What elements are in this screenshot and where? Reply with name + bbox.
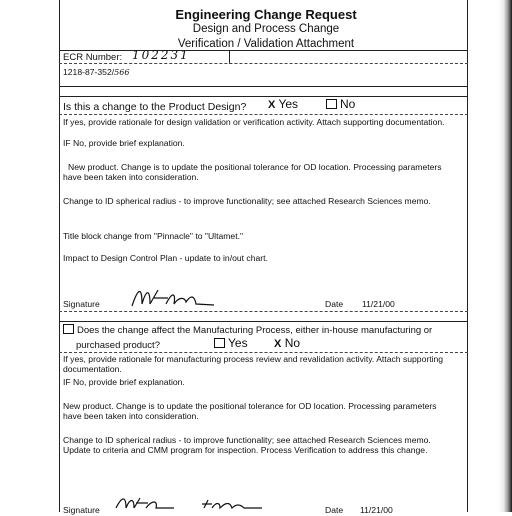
product-date-value: 11/21/00: [362, 299, 395, 309]
ecr-number-handwritten: 102231: [132, 48, 190, 62]
manufacturing-no-option[interactable]: [274, 338, 300, 349]
product-paragraph-4: Impact to Design Control Plan - update to in/out chart.: [63, 253, 268, 263]
manufacturing-date-value: 11/21/00: [360, 505, 393, 515]
form-subtitle-2: Verification / Validation Attachment: [177, 38, 355, 50]
left-border: [59, 0, 60, 512]
section-divider: [59, 321, 468, 322]
product-date-label: Date: [325, 299, 344, 309]
manufacturing-question-line1: Does the change affect the Manufacturing Process, either in-house manufacturing or: [77, 325, 433, 336]
ecr-ref: [63, 67, 129, 78]
manufacturing-question-line2: purchased product?: [76, 340, 160, 351]
header-rule: [59, 50, 468, 51]
ecr-ref-handwritten: 566: [114, 68, 130, 77]
product-instruction-1: If yes, provide rationale for design validation or verification activity. Attach supporting documentation.: [63, 117, 445, 127]
product-signature-label: Signature: [63, 299, 100, 309]
product-yes-option[interactable]: [268, 99, 298, 110]
product-paragraph-2: Change to ID spherical radius - to improve functionality; see attached Research Sciences memo.: [63, 196, 431, 206]
no-label: No: [340, 97, 356, 111]
section-rule-top: [59, 96, 468, 97]
product-paragraph-3: Title block change from "Pinnacle" to "Ultamet.": [63, 231, 244, 241]
manufacturing-signature: [112, 494, 282, 516]
manufacturing-paragraph-1: New product. Change is to update the positional tolerance for OD location. Processing parameters have been taken into consideration.: [63, 401, 437, 422]
question-rule: [59, 114, 468, 115]
product-paragraph-1: New product. Change is to update the positional tolerance for OD location. Processing parameters have been taken into consideration.: [63, 162, 442, 183]
signature-drawing-2: [112, 494, 282, 514]
no-label: No: [284, 336, 301, 350]
manufacturing-paragraph-2: Change to ID spherical radius - to improve functionality; see attached Research Sciences memo. Update to criteria and CMM program for inspection. Process Verification to address this change.: [63, 435, 431, 456]
product-instruction-2: IF No, provide brief explanation.: [63, 138, 185, 148]
yes-checkbox[interactable]: [214, 338, 225, 348]
right-border: [467, 0, 468, 512]
yes-label: Yes: [278, 97, 299, 111]
no-checkbox[interactable]: [326, 99, 337, 109]
manufacturing-checkbox[interactable]: [63, 324, 74, 334]
no-check-mark: X: [274, 338, 282, 350]
manufacturing-signature-label: Signature: [63, 505, 100, 515]
form-title: Engineering Change Request: [175, 7, 357, 22]
signature-rule: [59, 311, 468, 312]
ecr-number-label: ECR Number:: [63, 52, 123, 63]
manufacturing-yes-option[interactable]: [214, 338, 248, 348]
ref-rule: [59, 86, 468, 87]
ecr-rule: [59, 63, 468, 64]
yes-label: Yes: [228, 336, 248, 350]
product-signature: [128, 284, 218, 314]
manufacturing-date-label: Date: [325, 505, 344, 515]
manufacturing-instruction-1: If yes, provide rationale for manufacturing process review and revalidation activity. Attach supporting documentation.: [63, 354, 444, 375]
product-no-option[interactable]: [326, 99, 355, 109]
ecr-ref-text: 1218-87-352/: [63, 67, 115, 77]
ecr-cell-divider: [229, 50, 230, 64]
product-design-question: Is this a change to the Product Design?: [63, 101, 247, 113]
manufacturing-question: [63, 324, 432, 336]
signature-drawing: [128, 284, 218, 312]
form-subtitle-1: Design and Process Change: [192, 23, 340, 35]
yes-check-mark: X: [268, 99, 276, 111]
manufacturing-instruction-2: IF No, provide brief explanation.: [63, 377, 185, 387]
scan-edge-shadow: [498, 0, 512, 512]
manufacturing-question-rule: [59, 352, 468, 353]
